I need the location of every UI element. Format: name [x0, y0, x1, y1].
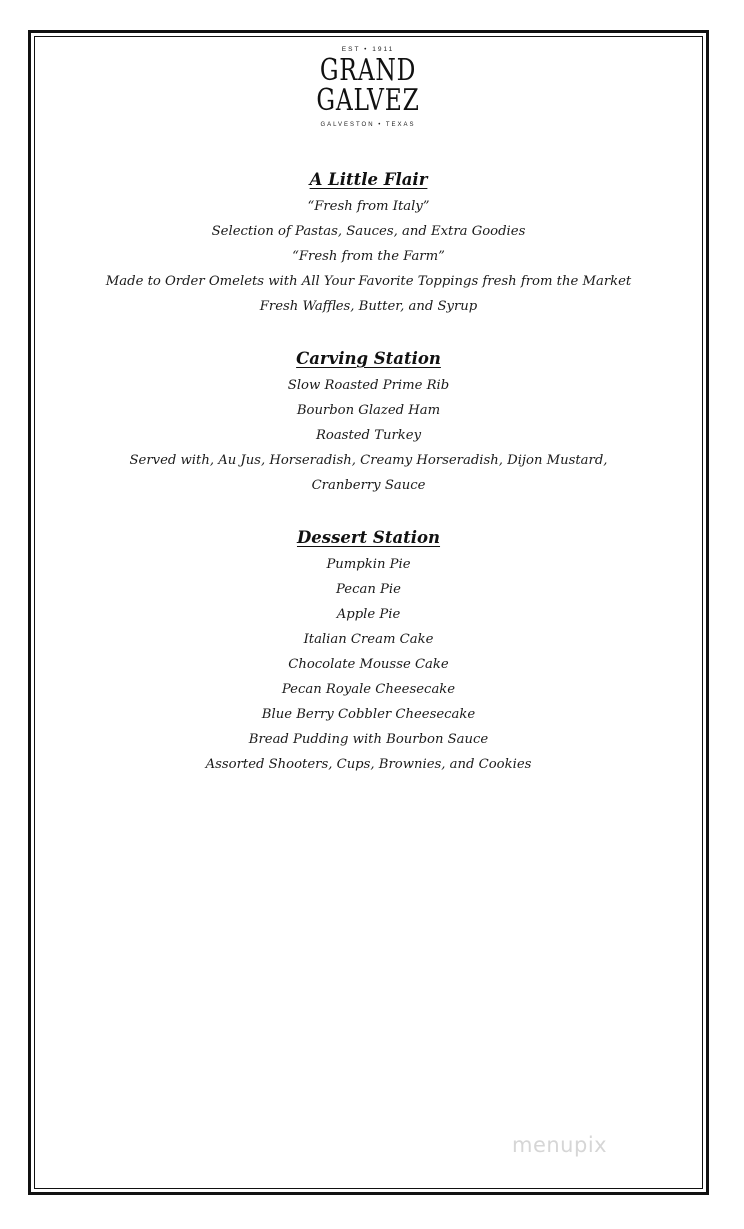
menu-item: Bourbon Glazed Ham	[296, 403, 441, 418]
menu-item: Pecan Royale Cheesecake	[281, 682, 456, 697]
menu-item: Pecan Pie	[336, 582, 401, 597]
menu-item: Served with, Au Jus, Horseradish, Creamy Horseradish, Dijon Mustard,	[129, 453, 608, 468]
grand-galvez-logo	[262, 44, 474, 136]
menu-item: Selection of Pastas, Sauces, and Extra Goodies	[211, 224, 526, 239]
logo-est-text: EST • 1911	[341, 46, 395, 53]
menu-item: Fresh Waffles, Butter, and Syrup	[259, 299, 478, 314]
menu-item: Italian Cream Cake	[303, 632, 434, 647]
section-title-a-little-flair: A Little Flair	[309, 170, 428, 189]
logo-word-galvez: GALVEZ	[316, 83, 420, 118]
menu-item: Made to Order Omelets with All Your Favorite Toppings fresh from the Market	[105, 274, 632, 289]
menu-item: Blue Berry Cobbler Cheesecake	[261, 707, 476, 722]
menu-item: Assorted Shooters, Cups, Brownies, and Cookies	[205, 757, 532, 772]
menu-item: Apple Pie	[336, 607, 401, 622]
section-title-carving-station: Carving Station	[296, 349, 441, 368]
menupix-watermark: menupix	[512, 1133, 608, 1157]
menu-item: Bread Pudding with Bourbon Sauce	[248, 732, 489, 747]
section-title-dessert-station: Dessert Station	[296, 528, 441, 547]
menu-item: “Fresh from the Farm”	[292, 249, 445, 264]
menu-item: Roasted Turkey	[315, 428, 422, 443]
menu-item: “Fresh from Italy”	[307, 199, 430, 214]
logo-word-grand: GRAND	[319, 53, 417, 88]
menu-item: Cranberry Sauce	[311, 478, 426, 493]
logo-location-text: GALVESTON • TEXAS	[320, 122, 416, 128]
menu-item: Chocolate Mousse Cake	[288, 657, 449, 672]
menu-item: Slow Roasted Prime Rib	[287, 378, 450, 393]
menu-item: Pumpkin Pie	[326, 557, 411, 572]
